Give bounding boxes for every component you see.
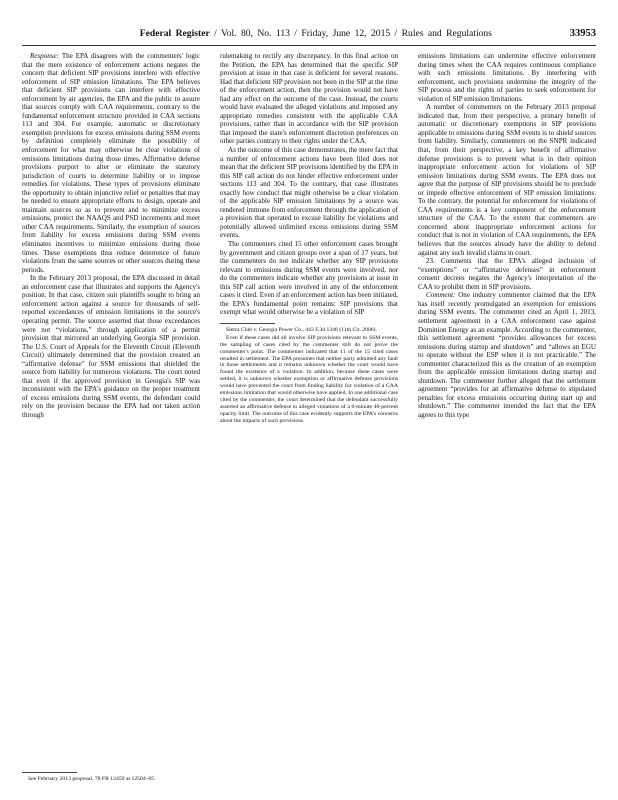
running-head: [62, 28, 570, 39]
col2-paragraph-3: The commenters cited 15 other enforcement cases brought by government and citizen groups over a span of 17 years, but the commenters do not indicate whether any SIP provisions relevant to emissions during SSM events were involved, nor do the commenters indicate whether any provisions at issue in this SIP call action were involved in any of the enforcement cases it cited. Even if an enforcement action has been initiated, the EPA's fundamental point remains: SIP provisions that exempt what would otherwise be a violation of SIP: [220, 240, 398, 317]
col2-paragraph-2: As the outcome of this case demonstrates, the mere fact that a number of enforcement actions have been filed does not mean that the deficient SIP provisions identified by the EPA in this SIP call action do not hinder effective enforcement under sections 113 and 304. To the contrary, that case illustrates exactly how conduct that might otherwise be a clear violation of the applicable SIP emission limitations by a source was rendered immune from enforcement through the application of a provision that operated to excuse liability for violations and potentially allowed unlimited excess emissions during SSM events.: [220, 146, 398, 240]
col1-paragraph-2: In the February 2013 proposal, the EPA discussed in detail an enforcement case that illustrates and supports the Agency's position. In that case, citizen suit plaintiffs sought to bring an enforcement action against a source for thousands of self-reported exceedances of emission limitations in the source's operating permit. The source asserted that those exceedances were not “violations,” through application of a permit provision that mirrored an underlying Georgia SIP provision. The U.S. Court of Appeals for the Eleventh Circuit (Eleventh Circuit) ultimately determined that the provision created an “affirmative defense” for SSM emissions that shielded the source from liability for numerous violations. The court noted that even if the approved provision in Georgia's SIP was inconsistent with the EPA's guidance on the proper treatment of excess emissions during SSM events, the defendant could rely on the provision because the EPA had not taken action through: [22, 274, 200, 419]
page-number: 33953: [569, 28, 596, 39]
column-1: [22, 52, 200, 784]
col2-footnote-2: Even if these cases did all involve SIP provisions relevant to SSM events, the sampling of cases cited by the commenter still do not prove the commenter's point. The commenter indicated that 11 of the 15 cited cases resulted in settlement. The EPA presumes that neither party admitted any fault in those settlements and it remains unknown whether the court would have found the existence of a violation. In addition, because these cases were settled, it is unknown whether exemption or affirmative defense provisions would have prevented the court from finding liability for violation of a CAA emissions limitation that would otherwise have applied. In one additional case cited by the commenter, the court determined that the defendant successfully asserted an affirmative defense to alleged violations of a 6-minute 40-percent opacity limit. The outcome of this case evidently supports the EPA's concerns about the impacts of such provisions.: [220, 334, 398, 424]
response-paragraph: [22, 52, 200, 274]
comment-heading: 23. Comments that the EPA's alleged inclusion of “exemptions” or “affirmative defenses” in enforcement consent decrees negates the Agency's interpretation of the CAA to prohibit them in SIP provisions.: [418, 257, 596, 291]
comment-paragraph: [418, 291, 596, 419]
page-header: [22, 28, 596, 42]
response-label: Response:: [30, 52, 59, 60]
footnote-rule: [220, 323, 275, 324]
header-rule: [22, 45, 596, 46]
col2-footnotes: [220, 323, 398, 425]
column-2: [220, 52, 398, 784]
comment-label: Comment:: [426, 291, 456, 300]
col1-paragraph-1: The EPA disagrees with the commenters' logic that the mere existence of enforcement actions negates the concern that deficient SIP provisions interfere with effective enforcement of SIP emission limitations. The EPA believes that deficient SIP provisions can interfere with effective enforcement by air agencies, the EPA and the public to assure that sources comply with CAA requirements, contrary to the fundamental enforcement structure provided in CAA sections 113 and 304. For example, automatic or discretionary exemption provisions for excess emissions during SSM events by definition completely eliminate the possibility of enforcement for what may otherwise be clear violations of emissions limitations during those times. Affirmative defense provisions purport to alter or eliminate the statutory jurisdiction of courts to determine liability or to impose remedies for violations. These types of provisions eliminate the opportunity to obtain injunctive relief or penalties that may be needed to ensure appropriate efforts to design, operate and maintain sources so as to prevent and to minimize excess emissions, protect the NAAQS and PSD increments and meet other CAA requirements. Similarly, the exemption of sources from liability for excess emissions during SSM events eliminates incentives to minimize emissions during those times. These exemptions thus reduce deterrence of future violations from the same sources or other sources during these periods.: [22, 52, 200, 274]
col1-footnote: See February 2013 proposal, 78 FR 12459 at 12504–05.: [28, 776, 156, 783]
col3-paragraph-2: A number of commenters on the February 2013 proposal indicated that, from their perspective, a primary benefit of automatic or discretionary exemptions in SIP provisions applicable to emissions during SSM events is to shield sources from liability. Similarly, commenters on the SNPR indicated that, from their perspective, a key benefit of affirmative defense provisions is to prevent what is in their opinion inappropriate enforcement action for violations of SIP emission limitations during SSM events. The EPA does not agree that the purpose of SIP provisions should be to preclude or impede effective enforcement of SIP emission limitations. To the contrary, the potential for enforcement for violations of CAA requirements is a key component of the enforcement structure of the CAA. To the extent that commenters are concerned about inappropriate enforcement actions for conduct that is not in violation of CAA requirements, the EPA believes that the sources already have the ability to defend against any such invalid claims in court.: [418, 103, 596, 257]
volume-info: / Vol. 80, No. 113 / Friday, June 12, 2015 / Rules and Regulations: [214, 28, 492, 39]
publication-name: Federal Register: [139, 28, 210, 39]
col2-footnote-1: Sierra Club v. Georgia Power Co., 443 F.3d 1346 (11th Cir. 2006).: [226, 326, 377, 333]
comment-text: One industry commenter claimed that the EPA has itself recently promulgated an exemption for emissions during SSM events. The commenter cited an April 1, 2013, settlement agreement in a CAA enforcement case against Dominion Energy as an example. According to the commenter, this settlement agreement “provides allowances for excess emissions during startup and shutdown” and “allows an EGU to operate without the ESP when it is not practicable.” The commenter characterized this as the creation of an exemption from the applicable emission limitations during startup and shutdown. The commenter further alleged that the settlement agreement “provides for an affirmative defense to stipulated penalties for excess emissions occurring during start up and shutdown.” The commenter intended the fact that the EPA agrees to this type: [418, 291, 596, 419]
col1-footnotes: [22, 766, 200, 784]
col2-paragraph-1: rulemaking to rectify any discrepancy. In this final action on the Petition, the EPA has determined that the specific SIP provision at issue in that case is deficient for several reasons. Had that deficient SIP provision not been in the SIP at the time of the enforcement action, then the provision would not have had any effect on the outcome of the case. Instead, the courts would have evaluated the alleged violations and imposed any appropriate remedies consistent with the applicable CAA provisions, rather than in accordance with the SIP provision that imposed the state's enforcement discretion preferences on other parties contrary to their rights under the CAA.: [220, 52, 398, 146]
column-3: [418, 52, 596, 784]
footnote-rule: [22, 772, 77, 773]
col3-paragraph-1: emissions limitations can undermine effective enforcement during times when the CAA requires continuous compliance with such emissions limitations. By interfering with enforcement, such provisions undermine the integrity of the SIP process and the rights of parties to seek enforcement for violation of SIP emission limitations.: [418, 52, 596, 103]
